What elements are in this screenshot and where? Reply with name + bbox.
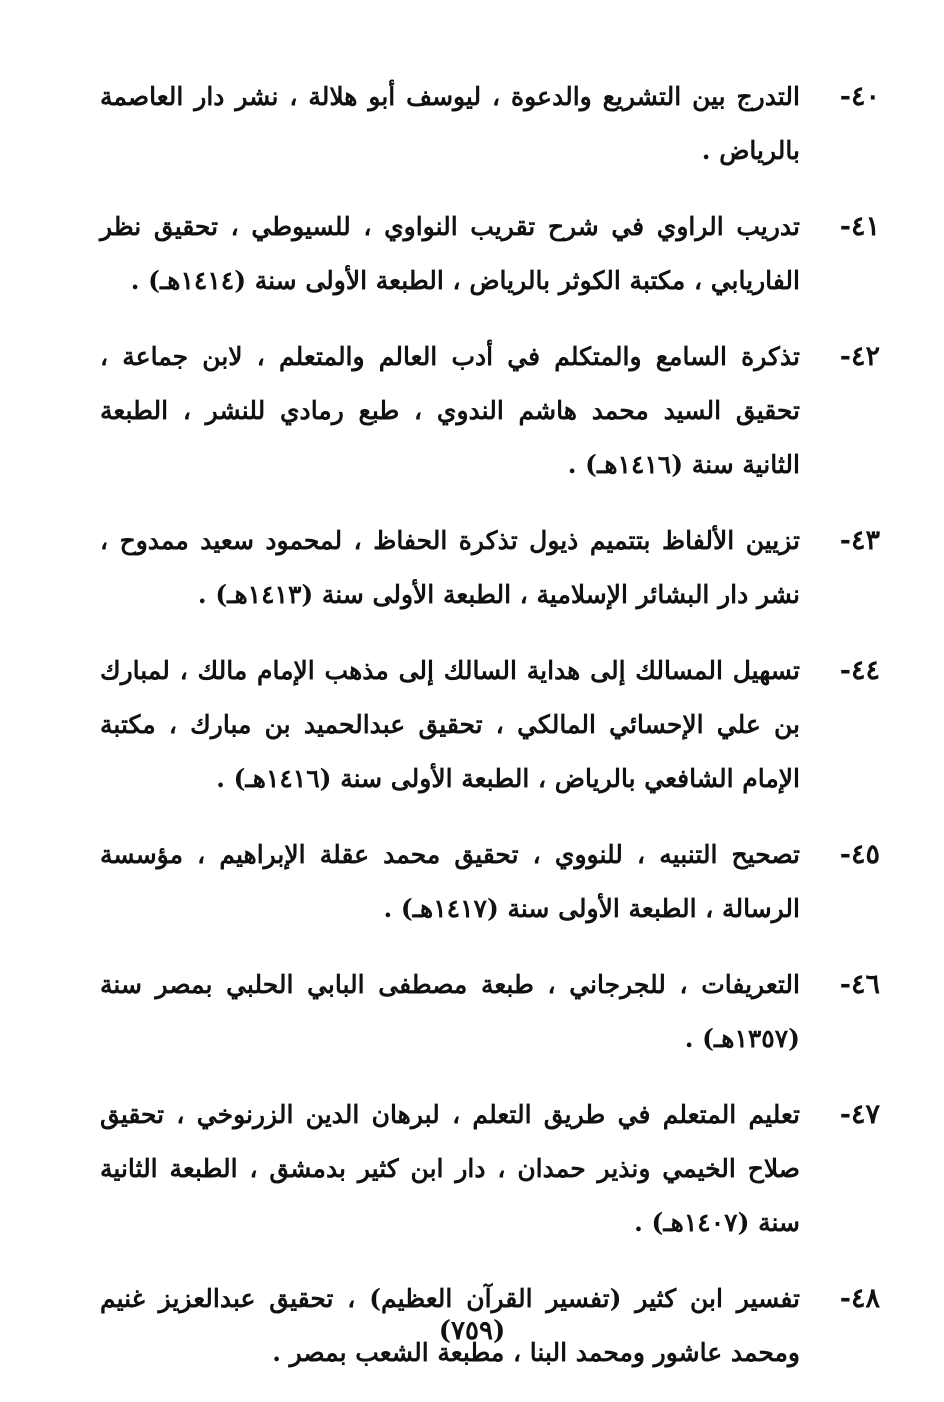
reference-number: ٤٨- — [839, 1283, 880, 1314]
reference-number: ٤٤- — [839, 655, 880, 686]
reference-text: تدريب الراوي في شرح تقريب النواوي ، للسيوطي ، تحقيق نظر الفاريابي ، مكتبة الكوثر بالرياض ، الطبعة الأولى سنة (١٤١٤هـ) . — [100, 212, 800, 295]
reference-number: ٤٥- — [839, 839, 880, 870]
reference-text: تفسير ابن كثير (تفسير القرآن العظيم) ، تحقيق عبدالعزيز غنيم ومحمد عاشور ومحمد البنا ، مطبعة الشعب بمصر . — [100, 1284, 800, 1367]
reference-text: تسهيل المسالك إلى هداية السالك إلى مذهب الإمام مالك ، لمبارك بن علي الإحسائي المالكي ، تحقيق عبدالحميد بن مبارك ، مكتبة الإمام الشافعي بالرياض ، الطبعة الأولى سنة (١٤١٦هـ) . — [100, 656, 800, 793]
reference-text: تزيين الألفاظ بتتميم ذيول تذكرة الحفاظ ، لمحمود سعيد ممدوح ، نشر دار البشائر الإسلامية ، الطبعة الأولى سنة (١٤١٣هـ) . — [100, 526, 800, 609]
reference-number: ٤٦- — [839, 969, 880, 1000]
reference-text: تعليم المتعلم في طريق التعلم ، لبرهان الدين الزرنوخي ، تحقيق صلاح الخيمي ونذير حمدان ، دار ابن كثير بدمشق ، الطبعة الثانية سنة (١٤٠٧هـ) . — [100, 1100, 800, 1237]
reference-item — [100, 70, 880, 178]
page-number: (٧٥٩) — [438, 1316, 506, 1346]
reference-text: التعريفات ، للجرجاني ، طبعة مصطفى البابي الحلبي بمصر سنة (١٣٥٧هـ) . — [100, 970, 800, 1053]
reference-number: ٤٢- — [839, 341, 880, 372]
reference-item — [100, 828, 880, 936]
reference-number: ٤١- — [839, 211, 880, 242]
reference-item — [100, 958, 880, 1066]
reference-text: تصحيح التنبيه ، للنووي ، تحقيق محمد عقلة الإبراهيم ، مؤسسة الرسالة ، الطبعة الأولى سنة (١٤١٧هـ) . — [100, 840, 800, 923]
reference-item — [100, 514, 880, 622]
reference-item — [100, 330, 880, 492]
reference-number: ٤٣- — [839, 525, 880, 556]
reference-text: تذكرة السامع والمتكلم في أدب العالم والمتعلم ، لابن جماعة ، تحقيق السيد محمد هاشم الندوي ، طبع رمادي للنشر ، الطبعة الثانية سنة (١٤١٦هـ) . — [100, 342, 800, 479]
reference-list — [100, 70, 880, 1402]
reference-number: ٤٧- — [839, 1099, 880, 1130]
reference-item — [100, 1088, 880, 1250]
reference-item — [100, 200, 880, 308]
reference-text: التدرج بين التشريع والدعوة ، ليوسف أبو هلالة ، نشر دار العاصمة بالرياض . — [100, 82, 800, 165]
reference-item — [100, 644, 880, 806]
reference-number: ٤٠- — [839, 81, 880, 112]
